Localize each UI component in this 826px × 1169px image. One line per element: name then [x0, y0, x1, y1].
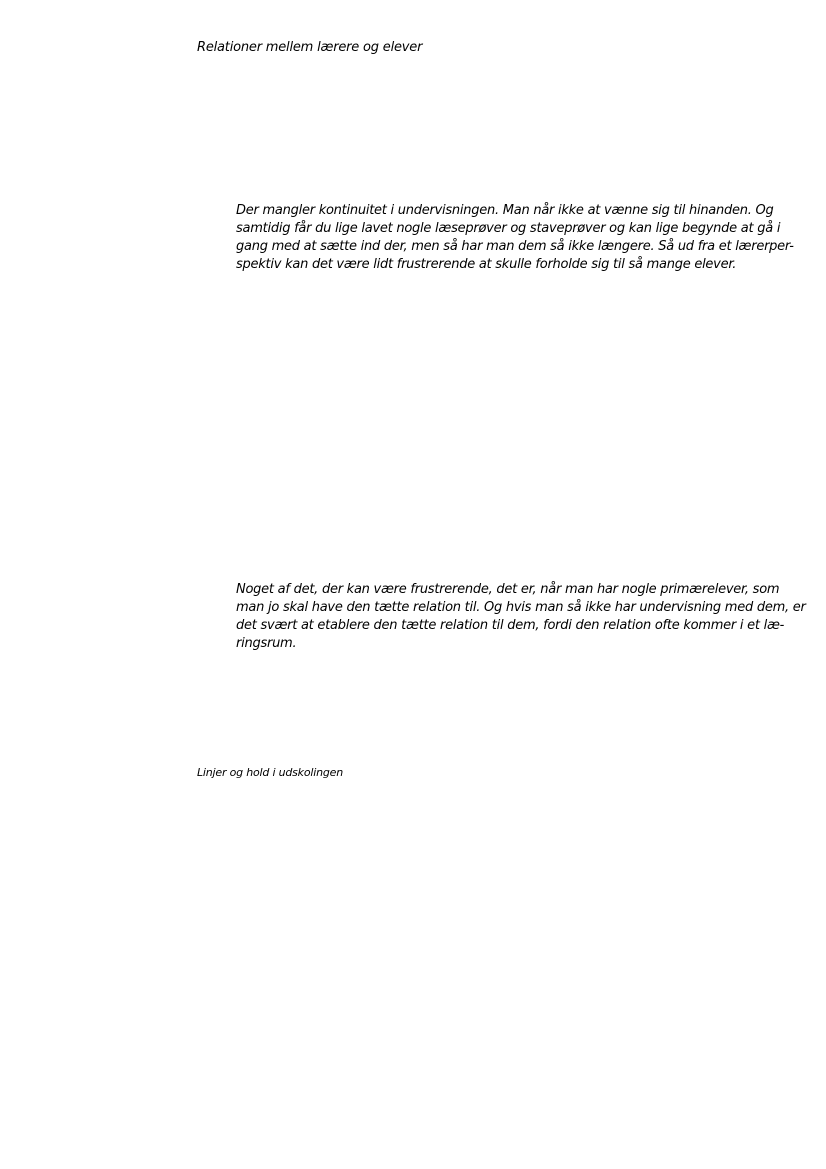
quote-line: Noget af det, der kan være frustrerende, det er, når man har nogle primærelever, som [236, 582, 780, 597]
quote-line: ringsrum. [236, 636, 297, 651]
section-caption: Linjer og hold i udskolingen [197, 766, 343, 779]
quote-line: spektiv kan det være lidt frustrerende at skulle forholde sig til så mange elever. [236, 257, 737, 272]
quote-line: Der mangler kontinuitet i undervisningen. Man når ikke at vænne sig til hinanden. Og [236, 203, 774, 218]
block-quote [236, 581, 806, 653]
block-quote [236, 202, 794, 274]
quote-line: samtidig får du lige lavet nogle læseprøver og staveprøver og kan lige begynde at gå i [236, 221, 781, 236]
quote-line: det svært at etablere den tætte relation til dem, fordi den relation ofte kommer i et læ- [236, 618, 785, 633]
quote-line: gang med at sætte ind der, men så har man dem så ikke længere. Så ud fra et lærerper- [236, 239, 794, 254]
quote-line: man jo skal have den tætte relation til. Og hvis man så ikke har undervisning med dem, er [236, 600, 806, 615]
running-header: Relationer mellem lærere og elever [197, 40, 423, 55]
